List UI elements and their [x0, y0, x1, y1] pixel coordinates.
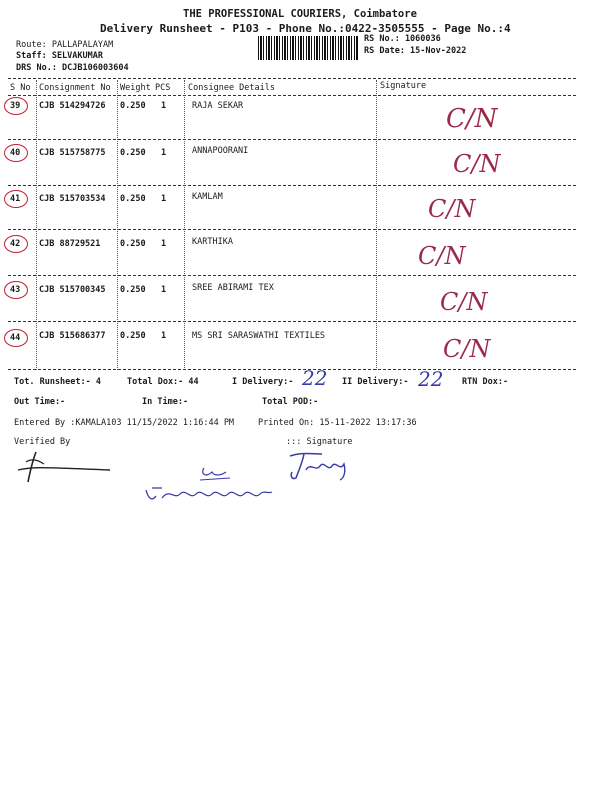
row-signature: C/N: [428, 195, 476, 223]
row-consignee: SREE ABIRAMI TEX: [192, 283, 274, 293]
ii-delivery-handwritten: 22: [418, 367, 444, 391]
route-label: Route: PALLAPALAYAM: [16, 40, 114, 50]
row-divider: [8, 229, 576, 230]
row-consignee: KAMLAM: [192, 192, 223, 202]
barcode-icon: [258, 36, 358, 60]
column-separator: [184, 80, 185, 370]
row-consignment: CJB 515758775: [39, 148, 106, 158]
rs-date: RS Date: 15-Nov-2022: [364, 46, 467, 56]
i-delivery-handwritten: 22: [302, 366, 328, 390]
rs-number: RS No.: 1060036: [364, 34, 441, 44]
col-consignment: Consignment No: [39, 83, 111, 93]
row-consignee: KARTHIKA: [192, 237, 233, 247]
total-runsheet: Tot. Runsheet:- 4: [14, 377, 101, 387]
row-pcs: 1: [161, 194, 167, 204]
row-weight: 0.250: [120, 194, 146, 204]
col-pcs: PCS: [155, 83, 171, 93]
row-consignment: CJB 515686377: [39, 331, 106, 341]
row-divider: [8, 321, 576, 322]
total-dox: Total Dox:- 44: [127, 377, 199, 387]
column-separator: [376, 80, 377, 370]
row-consignee: RAJA SEKAR: [192, 101, 244, 111]
row-signature: C/N: [453, 150, 501, 178]
row-consignment: CJB 514294726: [39, 101, 106, 111]
receiver-signature-icon: [288, 450, 358, 482]
row-pcs: 1: [161, 285, 167, 295]
row-weight: 0.250: [120, 101, 146, 111]
out-time: Out Time:-: [14, 397, 66, 407]
row-sno: 44: [10, 333, 21, 343]
col-consignee: Consignee Details: [188, 83, 275, 93]
in-time: In Time:-: [142, 397, 189, 407]
col-weight: Weight: [120, 83, 151, 93]
total-pod: Total POD:-: [262, 397, 319, 407]
column-separator: [36, 80, 37, 370]
row-divider: [8, 185, 576, 186]
row-consignment: CJB 88729521: [39, 239, 101, 249]
runsheet-subtitle: Delivery Runsheet - P103 - Phone No.:0422-3505555 - Page No.:4: [100, 22, 511, 35]
printed-on: Printed On: 15-11-2022 13:17:36: [258, 418, 417, 428]
row-consignee: ANNAPOORANI: [192, 146, 249, 156]
table-bottom-rule: [8, 369, 576, 370]
entered-by: Entered By :KAMALA103 11/15/2022 1:16:44 PM: [14, 418, 235, 428]
row-sno: 43: [10, 285, 21, 295]
row-weight: 0.250: [120, 285, 146, 295]
rtn-dox: RTN Dox:-: [462, 377, 509, 387]
row-pcs: 1: [161, 101, 167, 111]
i-delivery-label: I Delivery:-: [232, 377, 294, 387]
row-divider: [8, 139, 576, 140]
row-weight: 0.250: [120, 239, 146, 249]
table-header-rule: [8, 95, 576, 96]
verifier-signature-icon: [14, 448, 114, 484]
row-sno: 42: [10, 239, 21, 249]
row-weight: 0.250: [120, 331, 146, 341]
row-pcs: 1: [161, 331, 167, 341]
row-consignment: CJB 515703534: [39, 194, 106, 204]
drs-label: DRS No.: DCJB106003604: [16, 63, 129, 73]
row-consignee: MS SRI SARASWATHI TEXTILES: [192, 331, 326, 341]
staff-signature-icon: [142, 464, 282, 508]
column-separator: [117, 80, 118, 370]
row-divider: [8, 275, 576, 276]
row-sno: 41: [10, 194, 21, 204]
row-pcs: 1: [161, 239, 167, 249]
row-signature: C/N: [418, 242, 466, 270]
row-consignment: CJB 515700345: [39, 285, 106, 295]
signature-label: ::: Signature: [286, 437, 353, 447]
row-signature: C/N: [440, 288, 488, 316]
col-sno: S No: [10, 83, 31, 93]
staff-label: Staff: SELVAKUMAR: [16, 51, 103, 61]
verified-by: Verified By: [14, 437, 71, 447]
col-signature: Signature: [380, 81, 427, 91]
row-signature: C/N: [446, 104, 498, 134]
table-top-rule: [8, 78, 576, 79]
row-sno: 40: [10, 148, 21, 158]
company-title: THE PROFESSIONAL COURIERS, Coimbatore: [183, 8, 417, 20]
row-sno: 39: [10, 101, 21, 111]
row-signature: C/N: [443, 335, 491, 363]
ii-delivery-label: II Delivery:-: [342, 377, 409, 387]
row-weight: 0.250: [120, 148, 146, 158]
row-pcs: 1: [161, 148, 167, 158]
